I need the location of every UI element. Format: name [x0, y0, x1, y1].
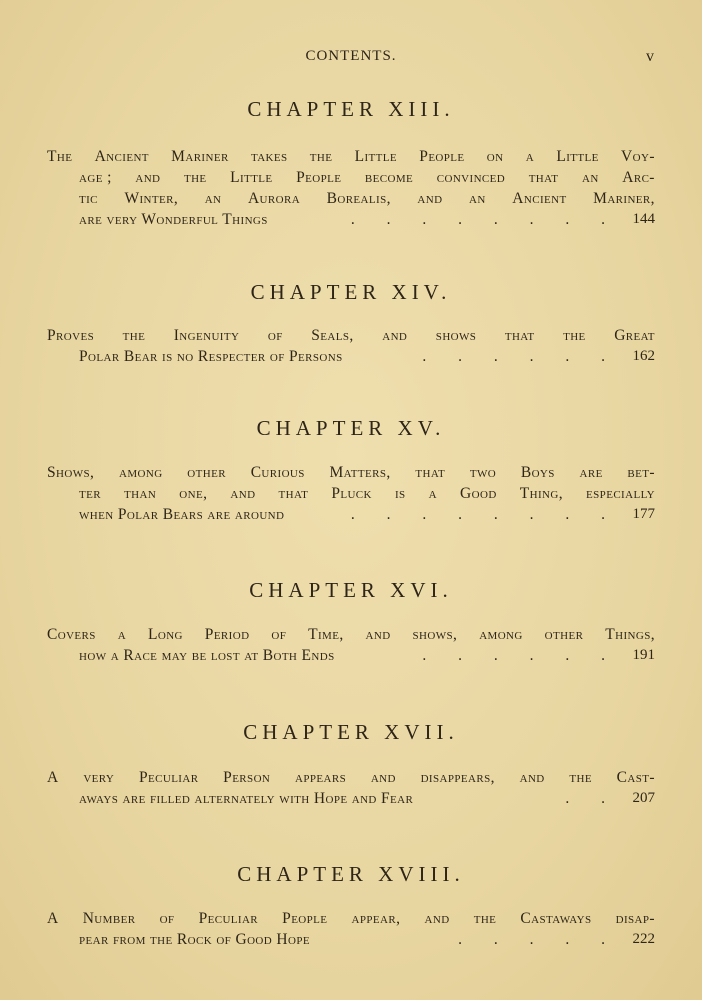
- chapter-summary: [47, 146, 655, 230]
- summary-word: Long: [147, 626, 183, 643]
- summary-word: Good: [460, 485, 497, 502]
- summary-word: shows: [435, 327, 477, 344]
- summary-word: Things,: [605, 626, 655, 643]
- running-title: CONTENTS.: [305, 48, 397, 64]
- summary-word: Seals,: [311, 327, 354, 344]
- summary-word: among: [119, 464, 163, 481]
- summary-word: the: [569, 769, 592, 786]
- summary-word: Little: [556, 148, 599, 165]
- summary-final-line: [47, 209, 655, 230]
- chapter-summary: [47, 624, 655, 666]
- summary-final-text: aways are filled alternately with Hope and Fear: [79, 790, 414, 807]
- summary-word: is: [394, 485, 406, 502]
- summary-word: Person: [223, 769, 271, 786]
- summary-word: that: [504, 327, 535, 344]
- summary-final-line: [47, 929, 655, 950]
- summary-word: tic: [79, 190, 98, 207]
- summary-word: that: [415, 464, 446, 481]
- summary-word: are: [579, 464, 603, 481]
- summary-word: takes: [250, 148, 288, 165]
- chapter-summary: [47, 325, 655, 367]
- summary-word: a: [525, 148, 535, 165]
- chapter-heading: CHAPTER XV.: [256, 416, 446, 440]
- summary-word: A: [47, 769, 59, 786]
- summary-word: the: [563, 327, 586, 344]
- summary-word: of: [159, 910, 175, 927]
- dot-leader: . . . . .: [458, 931, 619, 948]
- summary-word: the: [309, 148, 333, 165]
- summary-word: very: [83, 769, 115, 786]
- summary-line: [47, 483, 655, 504]
- summary-line: [47, 167, 655, 188]
- summary-word: and: [519, 769, 545, 786]
- summary-word: an: [204, 190, 222, 207]
- summary-word: Borealis,: [326, 190, 391, 207]
- summary-word: Mariner,: [593, 190, 655, 207]
- summary-line: [47, 462, 655, 483]
- summary-word: Mariner: [171, 148, 229, 165]
- summary-word: the: [473, 910, 497, 927]
- summary-word: Period: [204, 626, 250, 643]
- summary-word: convinced: [436, 169, 506, 186]
- summary-final-text: Polar Bear is no Respecter of Persons: [79, 348, 343, 365]
- summary-word: an: [581, 169, 599, 186]
- summary-final-line: [47, 645, 655, 666]
- chapter-page-number: 162: [632, 348, 655, 364]
- chapter-heading: CHAPTER XIV.: [250, 280, 452, 304]
- dot-leader: . . . . . . . .: [350, 506, 619, 523]
- summary-word: and: [424, 910, 450, 927]
- summary-word: and: [417, 190, 443, 207]
- summary-word: Arc-: [622, 169, 655, 186]
- summary-word: Little: [230, 169, 273, 186]
- summary-word: Number: [82, 910, 136, 927]
- summary-word: other: [187, 464, 226, 481]
- summary-word: and: [370, 769, 396, 786]
- summary-word: Curious: [250, 464, 305, 481]
- chapter-heading: CHAPTER XVII.: [243, 720, 459, 744]
- summary-word: appear,: [351, 910, 401, 927]
- summary-word: than: [124, 485, 157, 502]
- summary-word: disappears,: [420, 769, 495, 786]
- summary-final-line: [47, 346, 655, 367]
- folio-page-number: v: [646, 48, 654, 65]
- summary-word: two: [469, 464, 497, 481]
- chapter-heading: CHAPTER XVI.: [249, 578, 453, 602]
- summary-word: especially: [586, 485, 655, 502]
- summary-word: Peculiar: [138, 769, 199, 786]
- summary-word: Proves: [47, 327, 95, 344]
- summary-word: Covers: [47, 626, 96, 643]
- dot-leader: . . . . . .: [422, 647, 619, 664]
- summary-word: the: [183, 169, 207, 186]
- summary-final-text: how a Race may be lost at Both Ends: [79, 647, 335, 664]
- running-head: [0, 46, 702, 70]
- chapter-heading: CHAPTER XVIII.: [237, 862, 465, 886]
- summary-word: People: [419, 148, 465, 165]
- chapter-page-number: 222: [632, 931, 655, 947]
- chapter-heading: CHAPTER XIII.: [247, 97, 455, 121]
- summary-line: [47, 767, 655, 788]
- summary-word: The: [47, 148, 73, 165]
- summary-word: become: [364, 169, 414, 186]
- summary-word: Cast-: [616, 769, 655, 786]
- summary-word: bet-: [627, 464, 655, 481]
- dot-leader: . .: [565, 790, 619, 807]
- summary-word: ter: [79, 485, 101, 502]
- summary-word: shows,: [412, 626, 458, 643]
- summary-line: [47, 908, 655, 929]
- summary-final-text: pear from the Rock of Good Hope: [79, 931, 310, 948]
- chapter-summary: [47, 462, 655, 525]
- summary-word: a: [117, 626, 127, 643]
- summary-word: of: [271, 626, 287, 643]
- summary-word: Castaways: [520, 910, 592, 927]
- summary-word: that: [528, 169, 559, 186]
- summary-word: Time,: [308, 626, 344, 643]
- summary-final-text: are very Wonderful Things: [79, 211, 268, 228]
- summary-word: and: [365, 626, 391, 643]
- summary-final-line: [47, 504, 655, 525]
- chapter-page-number: 177: [632, 506, 655, 522]
- summary-word: Pluck: [331, 485, 372, 502]
- summary-word: and: [135, 169, 161, 186]
- summary-word: Aurora: [247, 190, 301, 207]
- summary-word: Thing,: [519, 485, 563, 502]
- chapter-page-number: 191: [632, 647, 655, 663]
- summary-word: Winter,: [124, 190, 179, 207]
- summary-word: Ingenuity: [173, 327, 240, 344]
- summary-word: Great: [614, 327, 655, 344]
- summary-word: an: [469, 190, 486, 207]
- summary-word: People: [282, 910, 328, 927]
- summary-word: age ;: [79, 169, 112, 186]
- summary-word: other: [544, 626, 584, 643]
- summary-word: among: [479, 626, 523, 643]
- summary-word: A: [47, 910, 59, 927]
- summary-word: disap-: [615, 910, 655, 927]
- summary-line: [47, 624, 655, 645]
- summary-word: People: [296, 169, 342, 186]
- chapter-summary: [47, 908, 655, 950]
- summary-word: and: [230, 485, 256, 502]
- summary-word: Matters,: [329, 464, 391, 481]
- summary-line: [47, 325, 655, 346]
- chapter-summary: [47, 767, 655, 809]
- summary-word: Ancient: [94, 148, 149, 165]
- summary-word: Ancient: [512, 190, 567, 207]
- summary-word: the: [122, 327, 146, 344]
- summary-line: [47, 188, 655, 209]
- summary-word: appears: [294, 769, 347, 786]
- dot-leader: . . . . . . . .: [350, 211, 619, 228]
- summary-final-line: [47, 788, 655, 809]
- summary-word: Shows,: [47, 464, 95, 481]
- summary-line: [47, 146, 655, 167]
- summary-word: one,: [179, 485, 208, 502]
- summary-word: Little: [354, 148, 398, 165]
- summary-word: Boys: [520, 464, 555, 481]
- summary-word: that: [278, 485, 309, 502]
- chapter-page-number: 144: [632, 211, 655, 227]
- summary-word: Peculiar: [198, 910, 259, 927]
- summary-word: a: [428, 485, 437, 502]
- summary-final-text: when Polar Bears are around: [79, 506, 285, 523]
- summary-word: and: [382, 327, 408, 344]
- chapter-page-number: 207: [632, 790, 655, 806]
- summary-word: Voy-: [621, 148, 655, 165]
- summary-word: on: [486, 148, 504, 165]
- dot-leader: . . . . . .: [422, 348, 619, 365]
- summary-word: of: [267, 327, 283, 344]
